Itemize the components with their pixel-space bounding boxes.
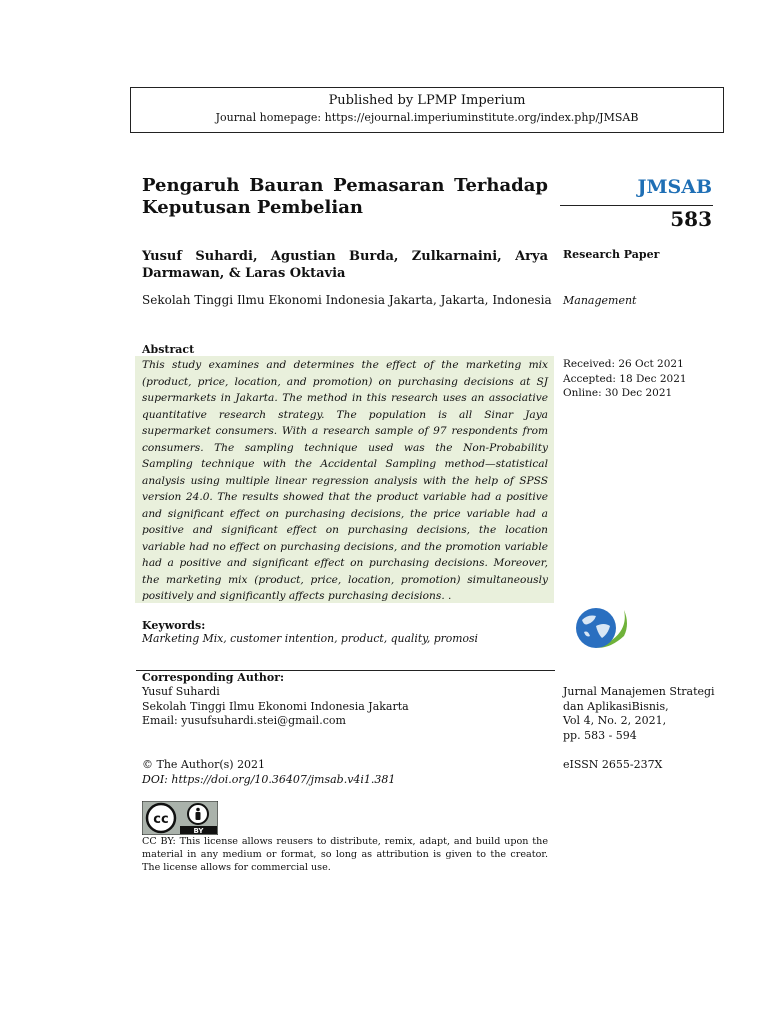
cc-by-label: BY [193, 827, 204, 835]
publisher-header [130, 87, 724, 133]
cc-by-badge [142, 801, 218, 835]
author-list: Yusuf Suhardi, Agustian Burda, Zulkarnaini, Arya Darmawan, & Laras Oktavia [142, 249, 548, 281]
copyright-holder: © The Author(s) 2021 [142, 758, 266, 771]
subject-field: Management [563, 294, 637, 307]
doi-link[interactable]: DOI: https://doi.org/10.36407/jmsab.v4i1.381 [142, 773, 396, 786]
journal-info [563, 685, 715, 743]
keywords-heading: Keywords: [142, 619, 206, 632]
journal-name-line2: dan AplikasiBisnis, [563, 699, 669, 713]
page-number: 583 [670, 207, 712, 231]
corresponding-heading: Corresponding Author: [142, 671, 285, 684]
online-date: Online: 30 Dec 2021 [563, 387, 673, 399]
article-dates [563, 357, 687, 401]
copyright-block [142, 757, 395, 787]
corresponding-details [142, 685, 409, 729]
affiliation: Sekolah Tinggi Ilmu Ekonomi Indonesia Jakarta, Jakarta, Indonesia [142, 293, 552, 307]
svg-text:cc: cc [153, 812, 169, 827]
journal-volume: Vol 4, No. 2, 2021, [563, 714, 667, 727]
corresponding-institution: Sekolah Tinggi Ilmu Ekonomi Indonesia Jakarta [142, 699, 409, 713]
journal-homepage: Journal homepage: https://ejournal.imperiuminstitute.org/index.php/JMSAB [215, 111, 639, 124]
keywords-text: Marketing Mix, customer intention, product, quality, promosi [142, 632, 479, 645]
journal-globe-logo [572, 604, 632, 654]
eissn: eISSN 2655-237X [563, 758, 663, 771]
received-date: Received: 26 Oct 2021 [563, 358, 684, 370]
corresponding-email: Email: yusufsuhardi.stei@gmail.com [142, 714, 346, 727]
corresponding-name: Yusuf Suhardi [142, 685, 220, 698]
article-title: Pengaruh Bauran Pemasaran Terhadap Keputusan Pembelian [142, 175, 548, 218]
abstract-heading: Abstract [142, 343, 195, 356]
journal-divider [560, 205, 713, 206]
abstract-text: This study examines and determines the effect of the marketing mix (product, price, location, and promotion) on purchasing decisions at SJ supermarkets in Jakarta. The method in this research uses an associative quantitative research strategy. The population is all Sinar Jaya supermarket consumers. With a research sample of 97 respondents from consumers. The sampling technique used was the Non-Probability Sampling technique with the Accidental Sampling method—statistical analysis using multiple linear regression analysis with the help of SPSS version 24.0. The results showed that the product variable had a positive and significant effect on purchasing decisions, the price variable had a positive and significant effect on purchasing decisions, the location variable had no effect on purchasing decisions, and the promotion variable had a positive and significant effect on purchasing decisions. Moreover, the marketing mix (product, price, location, promotion) simultaneously positively and significantly affects purchasing decisions. . [142, 359, 548, 602]
accepted-date: Accepted: 18 Dec 2021 [563, 372, 687, 385]
license-text: CC BY: This license allows reusers to distribute, remix, adapt, and build upon the material in any medium or format, so long as attribution is given to the creator. The license allows for commercial use. [142, 836, 548, 873]
journal-pages: pp. 583 - 594 [563, 728, 637, 742]
paper-type: Research Paper [563, 248, 660, 261]
journal-abbrev: JMSAB [637, 176, 712, 198]
publisher-line: Published by LPMP Imperium [328, 93, 526, 108]
journal-name-line1: Jurnal Manajemen Strategi [563, 685, 715, 698]
